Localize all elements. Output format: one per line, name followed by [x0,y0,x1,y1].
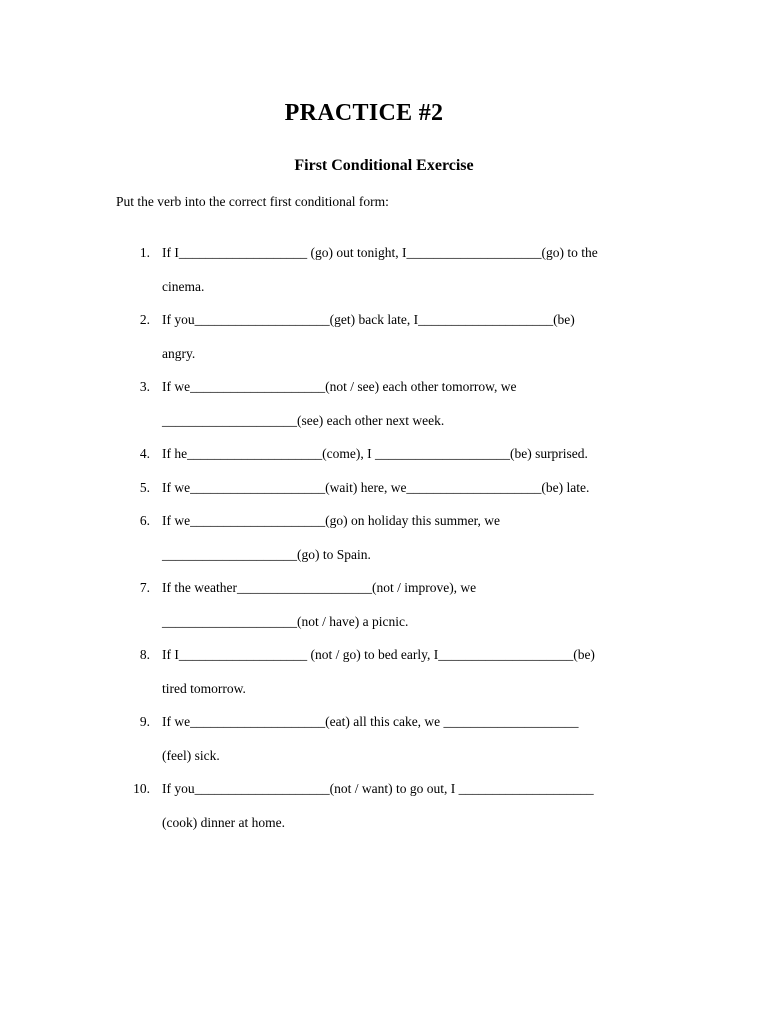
exercise-line: If we____________________(go) on holiday this summer, we [162,513,501,528]
exercise-line: If we____________________(not / see) each other tomorrow, we [162,379,517,394]
exercise-line: If the weather____________________(not / improve), we [162,580,477,595]
exercise-list [0,236,768,839]
exercise-item [0,303,768,370]
exercise-number: 1. [139,245,150,260]
exercise-item [0,772,768,839]
exercise-line: tired tomorrow. [162,680,246,696]
exercise-line: If you____________________(not / want) to go out, I ____________________ [162,781,594,796]
exercise-item [0,504,768,571]
exercise-number: 9. [139,714,150,729]
instruction-text: Put the verb into the correct first conditional form: [116,194,389,209]
exercise-line: (feel) sick. [162,747,220,763]
page-title: PRACTICE #2 [284,100,444,126]
exercise-number: 10. [133,781,150,796]
exercise-item [0,437,768,471]
exercise-line: ____________________(go) to Spain. [162,546,371,562]
exercise-number: 2. [139,312,150,327]
exercise-line: If he____________________(come), I ____________________(be) surprised. [162,446,588,461]
exercise-line: angry. [162,345,196,361]
exercise-item [0,236,768,303]
exercise-line: If we____________________(eat) all this cake, we ____________________ [162,714,579,729]
exercise-line: (cook) dinner at home. [162,814,285,830]
exercise-number: 3. [139,379,150,394]
exercise-number: 7. [139,580,150,595]
exercise-item [0,705,768,772]
exercise-line: If I___________________ (not / go) to bed early, I____________________(be) [162,647,595,662]
exercise-item [0,370,768,437]
exercise-item [0,638,768,705]
exercise-item [0,471,768,505]
exercise-number: 4. [139,446,150,461]
exercise-line: ____________________(not / have) a picnic. [162,613,409,629]
page-subtitle: First Conditional Exercise [294,157,474,174]
exercise-number: 6. [139,513,150,528]
exercise-number: 5. [139,479,150,495]
exercise-line: If we____________________(wait) here, we____________________(be) late. [162,479,590,495]
exercise-line: cinema. [162,278,205,294]
exercise-number: 8. [139,647,150,662]
exercise-line: If you____________________(get) back late, I____________________(be) [162,312,575,327]
exercise-line: ____________________(see) each other next week. [162,412,445,428]
exercise-line: If I___________________ (go) out tonight, I____________________(go) to the [162,245,598,260]
exercise-item [0,571,768,638]
